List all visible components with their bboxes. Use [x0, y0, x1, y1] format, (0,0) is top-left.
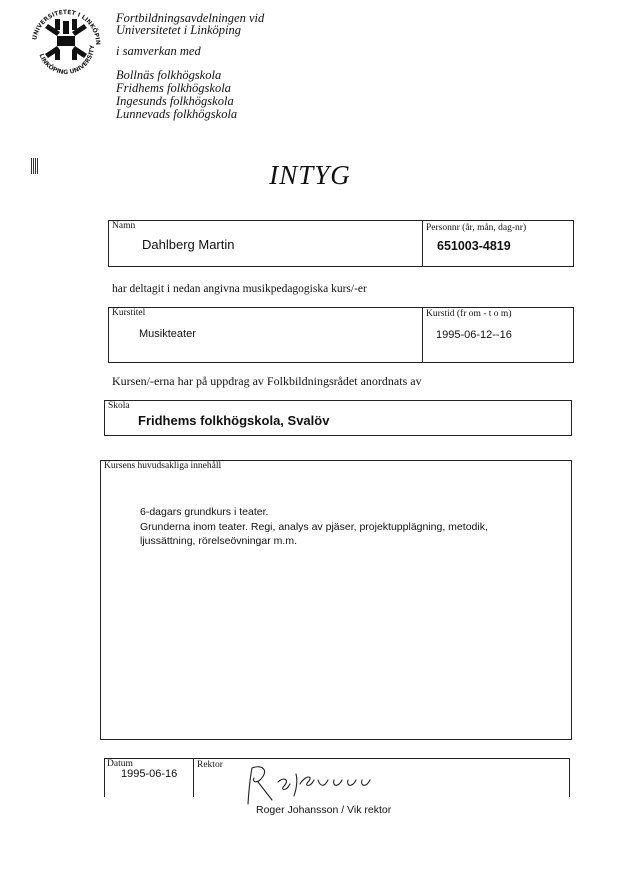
content-line-3: ljussättning, rörelseövningar m.m.	[140, 535, 297, 547]
arranged-text: Kursen/-erna har på uppdrag av Folkbildningsrådet anordnats av	[112, 374, 422, 388]
org-line-1: Fortbildningsavdelningen vid	[116, 11, 265, 25]
svg-text:LINKÖPING UNIVERSITY: LINKÖPING UNIVERSITY	[37, 44, 97, 76]
content-label: Kursens huvudsakliga innehåll	[104, 461, 222, 471]
school-line-2: Fridhems folkhögskola	[116, 81, 231, 95]
date-value: 1995-06-16	[121, 768, 178, 780]
signatory-name: Roger Johansson / Vik rektor	[256, 804, 392, 816]
content-box	[100, 460, 572, 740]
content-line-2: Grunderna inom teater. Regi, analys av pjäser, projektupplägning, metodik,	[140, 521, 488, 533]
school-box	[104, 400, 572, 436]
course-period-value: 1995-06-12--16	[436, 329, 512, 341]
content-line-1: 6-dagars grundkurs i teater.	[140, 506, 269, 518]
person-box	[108, 220, 574, 267]
course-title-label: Kurstitel	[112, 308, 146, 318]
course-box	[108, 307, 574, 363]
document-title: INTYG	[269, 160, 351, 190]
org-line-2: Universitetet i Linköping	[116, 23, 241, 37]
school-value: Fridhems folkhögskola, Svalöv	[138, 413, 330, 428]
pnr-value: 651003-4819	[437, 239, 511, 253]
name-value: Dahlberg Martin	[142, 237, 235, 252]
course-period-label: Kurstid (fr om - t o m)	[426, 309, 512, 319]
school-label: Skola	[108, 401, 130, 411]
svg-text:UNIVERSITETET I LINKÖPING: UNIVERSITETET I LINKÖPIN	[31, 8, 102, 46]
university-emblem-icon	[28, 6, 104, 76]
school-line-1: Bollnäs folkhögskola	[116, 68, 222, 82]
handwritten-signature-icon	[240, 760, 380, 810]
rector-label: Rektor	[197, 760, 223, 770]
course-title-value: Musikteater	[139, 328, 196, 340]
participation-text: har deltagit i nedan angivna musikpedagogiska kurs/-er	[112, 283, 367, 295]
school-line-3: Ingesunds folkhögskola	[116, 94, 234, 108]
collab-line: i samverkan med	[116, 44, 201, 58]
date-label: Datum	[107, 759, 133, 769]
school-line-4: Lunnevads folkhögskola	[116, 107, 238, 121]
pnr-label: Personnr (år, mån, dag-nr)	[426, 223, 527, 233]
name-label: Namn	[112, 221, 136, 231]
university-logo	[28, 6, 104, 76]
